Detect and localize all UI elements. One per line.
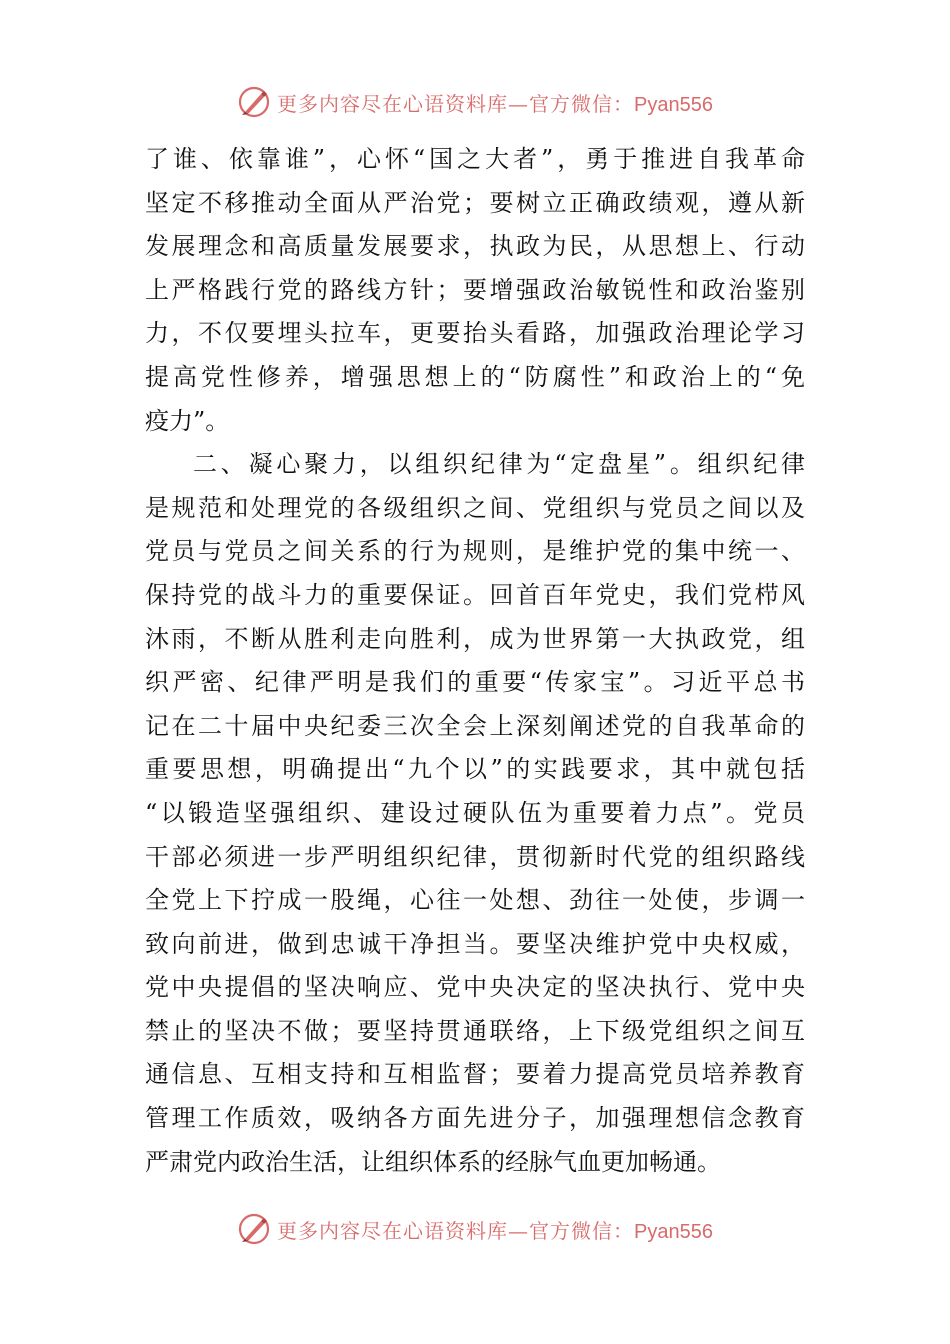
text-line: 力，不仅要埋头拉车，更要抬头看路，加强政治理论学习 (145, 319, 805, 348)
text-line: 党员与党员之间关系的行为规则，是维护党的集中统一、 (145, 537, 805, 566)
section-heading-line: 二、凝心聚力，以组织纪律为“定盘星”。组织纪律 (193, 450, 805, 479)
text-line: 沐雨，不断从胜利走向胜利，成为世界第一大执政党，组 (145, 624, 805, 653)
text-line: 通信息、互相支持和互相监督；要着力提高党员培养教育 (145, 1060, 805, 1089)
text-line: 禁止的坚决不做；要坚持贯通联络，上下级党组织之间互 (145, 1016, 805, 1045)
text-line: 保持党的战斗力的重要保证。回首百年党史，我们党栉风 (145, 580, 805, 609)
text-line: 上严格践行党的路线方针；要增强政治敏锐性和政治鉴别 (145, 275, 805, 304)
document-body (145, 138, 805, 1184)
pen-logo-icon (237, 1212, 271, 1246)
text-line: 是规范和处理党的各级组织之间、党组织与党员之间以及 (145, 493, 805, 522)
text-line: 干部必须进一步严明组织纪律，贯彻新时代党的组织路线 (145, 842, 805, 871)
paragraph-1 (145, 138, 805, 443)
text-line: “以锻造坚强组织、建设过硬队伍为重要着力点”。党员 (145, 798, 805, 827)
footer-banner (0, 1209, 950, 1249)
pen-logo-icon (237, 85, 271, 119)
text-line: 记在二十届中央纪委三次全会上深刻阐述党的自我革命的 (145, 711, 805, 740)
text-line: 致向前进，做到忠诚干净担当。要坚决维护党中央权威， (145, 929, 805, 958)
text-line: 管理工作质效，吸纳各方面先进分子，加强理想信念教育 (145, 1104, 805, 1133)
text-line: 全党上下拧成一股绳，心往一处想、劲往一处使，步调一 (145, 886, 805, 915)
text-line: 了谁、依靠谁”，心怀“国之大者”，勇于推进自我革命 (145, 145, 805, 173)
text-line: 提高党性修养，增强思想上的“防腐性”和政治上的“免 (145, 362, 805, 391)
paragraph-2 (145, 443, 805, 1184)
text-line: 重要思想，明确提出“九个以”的实践要求，其中就包括 (145, 755, 805, 784)
banner-text: 更多内容尽在心语资料库—官方微信：Pyan556 (277, 91, 713, 116)
header-banner (0, 82, 950, 122)
text-line: 织严密、纪律严明是我们的重要“传家宝”。习近平总书 (145, 668, 805, 697)
text-line: 发展理念和高质量发展要求，执政为民，从思想上、行动 (145, 232, 805, 261)
banner-text: 更多内容尽在心语资料库—官方微信：Pyan556 (277, 1218, 713, 1243)
text-line: 严肃党内政治生活，让组织体系的经脉气血更加畅通。 (145, 1147, 721, 1176)
text-line: 党中央提倡的坚决响应、党中央决定的坚决执行、党中央 (145, 973, 805, 1002)
text-line: 疫力”。 (145, 406, 230, 435)
text-line: 坚定不移推动全面从严治党；要树立正确政绩观，遵从新 (145, 188, 805, 217)
